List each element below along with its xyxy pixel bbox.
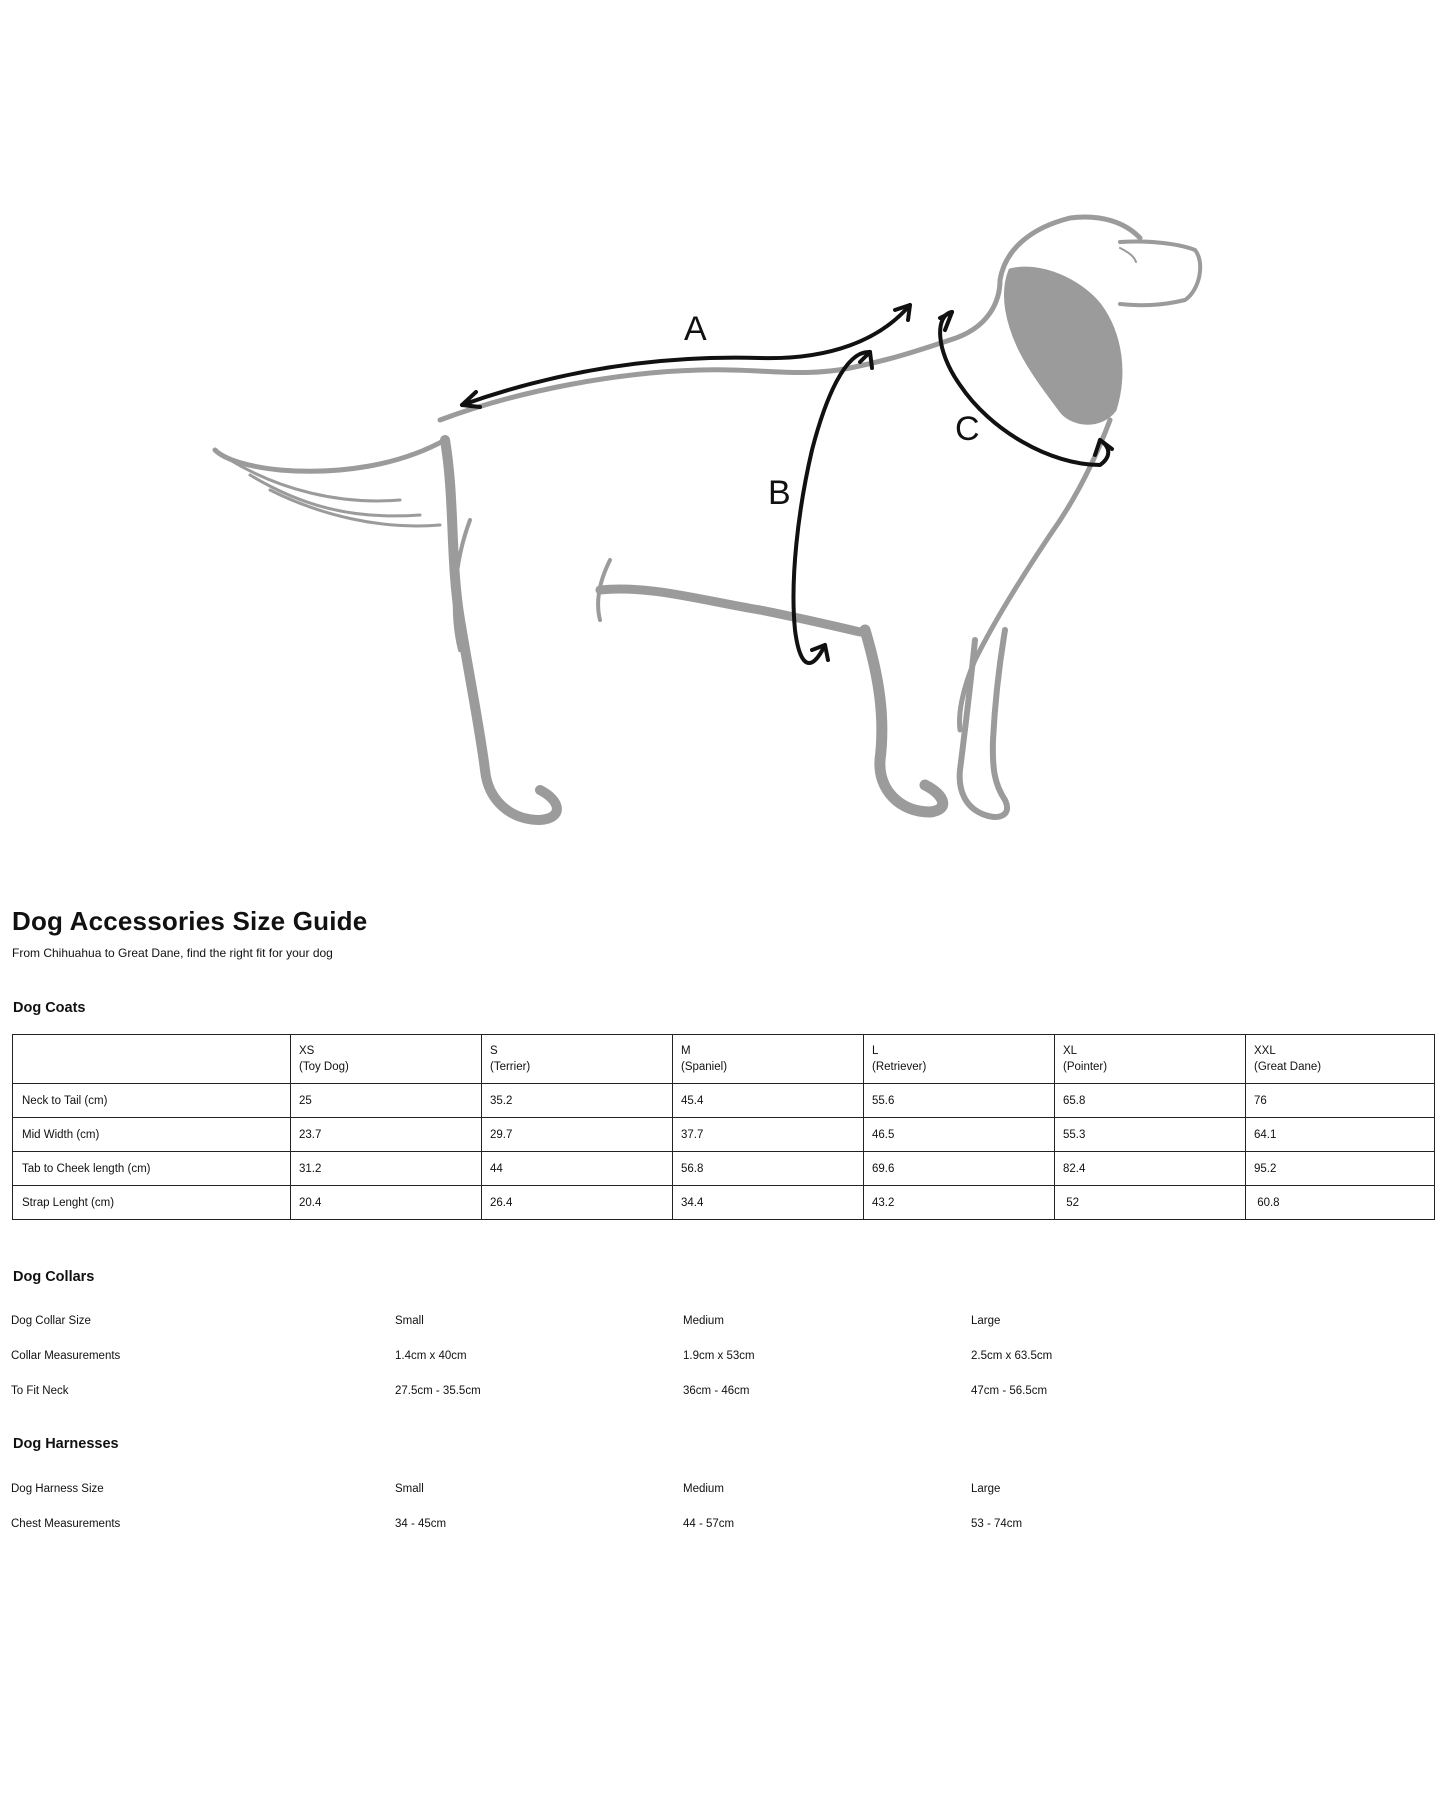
table-cell: 82.4	[1055, 1152, 1246, 1186]
measure-label-b: B	[768, 474, 791, 512]
row-label: Collar Measurements	[11, 1349, 121, 1362]
harnesses-table	[11, 1471, 1259, 1541]
table-cell: 35.2	[482, 1084, 673, 1118]
table-cell: 26.4	[482, 1186, 673, 1220]
table-cell: Medium	[683, 1482, 724, 1495]
collars-heading: Dog Collars	[13, 1269, 95, 1285]
row-label: Chest Measurements	[11, 1517, 121, 1530]
table-cell: 44	[482, 1152, 673, 1186]
table-row	[11, 1471, 1259, 1506]
size-code: S	[490, 1045, 498, 1057]
size-breed: (Great Dane)	[1254, 1061, 1322, 1073]
table-cell: 23.7	[291, 1118, 482, 1152]
row-label: Mid Width (cm)	[13, 1118, 291, 1152]
table-cell: 53 - 74cm	[971, 1517, 1023, 1530]
measure-label-a: A	[684, 310, 707, 348]
table-cell: 34.4	[673, 1186, 864, 1220]
table-cell: 27.5cm - 35.5cm	[395, 1384, 481, 1397]
row-label: Dog Harness Size	[11, 1482, 104, 1495]
size-breed: (Terrier)	[490, 1061, 531, 1073]
size-code: M	[681, 1045, 691, 1057]
harnesses-heading: Dog Harnesses	[13, 1436, 119, 1452]
table-cell: 95.2	[1246, 1152, 1435, 1186]
table-cell: 31.2	[291, 1152, 482, 1186]
table-cell: Large	[971, 1482, 1001, 1495]
coats-heading: Dog Coats	[13, 1000, 86, 1016]
header-size-xl	[1055, 1035, 1246, 1084]
size-breed: (Spaniel)	[681, 1061, 728, 1073]
header-size-l	[864, 1035, 1055, 1084]
table-cell: 29.7	[482, 1118, 673, 1152]
row-label: Strap Lenght (cm)	[13, 1186, 291, 1220]
table-cell: 65.8	[1055, 1084, 1246, 1118]
table-cell: 46.5	[864, 1118, 1055, 1152]
table-cell: Small	[395, 1314, 424, 1327]
size-breed: (Toy Dog)	[299, 1061, 349, 1073]
header-size-xxl	[1246, 1035, 1435, 1084]
header-size-m	[673, 1035, 864, 1084]
size-breed: (Retriever)	[872, 1061, 927, 1073]
table-cell: 69.6	[864, 1152, 1055, 1186]
collars-table	[11, 1303, 1259, 1408]
table-cell: 55.3	[1055, 1118, 1246, 1152]
table-cell: 1.4cm x 40cm	[395, 1349, 467, 1362]
table-cell: 2.5cm x 63.5cm	[971, 1349, 1053, 1362]
coats-size-table	[12, 1034, 1435, 1220]
size-code: L	[872, 1045, 879, 1057]
table-cell: 20.4	[291, 1186, 482, 1220]
size-code: XXL	[1254, 1045, 1276, 1057]
table-cell: Small	[395, 1482, 424, 1495]
table-row	[11, 1303, 1259, 1338]
table-row	[13, 1186, 1435, 1220]
row-label: Dog Collar Size	[11, 1314, 91, 1327]
size-code: XS	[299, 1045, 315, 1057]
table-cell: Medium	[683, 1314, 724, 1327]
table-cell: 47cm - 56.5cm	[971, 1384, 1048, 1397]
table-cell: 76	[1246, 1084, 1435, 1118]
table-row	[13, 1084, 1435, 1118]
table-cell: 55.6	[864, 1084, 1055, 1118]
table-row	[11, 1373, 1259, 1408]
table-header-row	[13, 1035, 1435, 1084]
table-cell: 37.7	[673, 1118, 864, 1152]
table-cell: 60.8	[1246, 1186, 1435, 1220]
table-cell: 36cm - 46cm	[683, 1384, 750, 1397]
table-row	[11, 1338, 1259, 1373]
table-cell: 45.4	[673, 1084, 864, 1118]
dog-measurement-diagram	[0, 180, 1445, 860]
table-cell: 25	[291, 1084, 482, 1118]
table-row	[11, 1506, 1259, 1541]
table-cell: Large	[971, 1314, 1001, 1327]
header-empty-cell	[13, 1035, 291, 1084]
table-cell: 52	[1055, 1186, 1246, 1220]
header-size-s	[482, 1035, 673, 1084]
measure-label-c: C	[955, 410, 980, 448]
table-row	[13, 1152, 1435, 1186]
page-title: Dog Accessories Size Guide	[12, 906, 368, 936]
header-size-xs	[291, 1035, 482, 1084]
size-breed: (Pointer)	[1063, 1061, 1108, 1073]
table-cell: 44 - 57cm	[683, 1517, 735, 1530]
row-label: Neck to Tail (cm)	[13, 1084, 291, 1118]
row-label: Tab to Cheek length (cm)	[13, 1152, 291, 1186]
table-row	[13, 1118, 1435, 1152]
table-cell: 56.8	[673, 1152, 864, 1186]
table-cell: 1.9cm x 53cm	[683, 1349, 755, 1362]
row-label: To Fit Neck	[11, 1384, 69, 1397]
page-subtitle: From Chihuahua to Great Dane, find the right fit for your dog	[12, 946, 333, 960]
dog-silhouette-icon	[215, 217, 1200, 820]
table-cell: 64.1	[1246, 1118, 1435, 1152]
table-cell: 43.2	[864, 1186, 1055, 1220]
size-code: XL	[1063, 1045, 1078, 1057]
table-cell: 34 - 45cm	[395, 1517, 447, 1530]
